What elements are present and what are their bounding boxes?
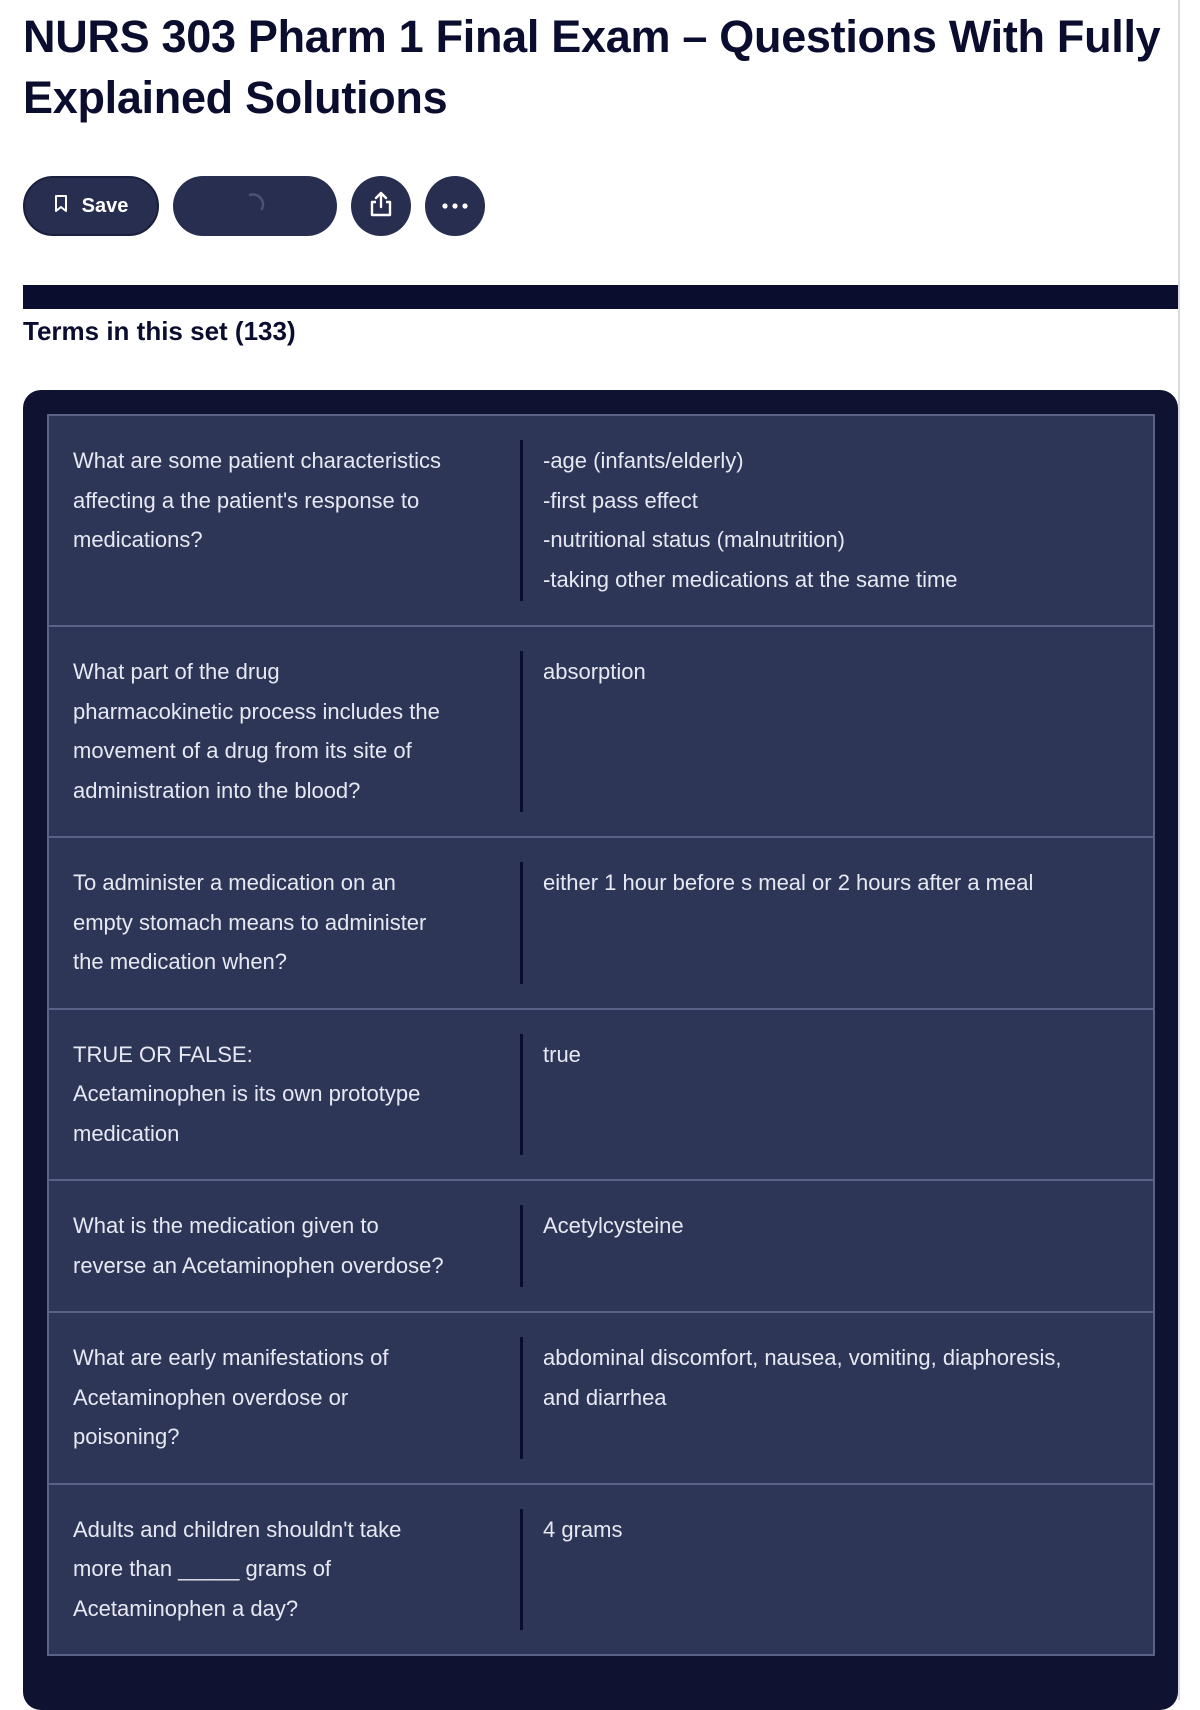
term-text: What are early manifestations of Acetaminophen overdose or poisoning? (73, 1345, 389, 1449)
term-row[interactable] (47, 416, 1155, 627)
term-text: What is the medication given to reverse an Acetaminophen overdose? (73, 1213, 444, 1278)
row-separator (520, 1205, 523, 1287)
row-separator (520, 1034, 523, 1156)
definition-text: abdominal discomfort, nausea, vomiting, diaphoresis, and diarrhea (543, 1345, 1062, 1410)
share-icon (368, 190, 394, 223)
terms-heading: Terms in this set (133) (23, 316, 296, 346)
definition-text: absorption (543, 659, 646, 684)
term-text: What are some patient characteristics affecting a the patient's response to medications? (73, 448, 442, 552)
page-right-border (1178, 0, 1180, 1700)
definition-text: -age (infants/elderly) -first pass effect -nutritional status (malnutrition) -taking other medications at the same time (543, 448, 958, 592)
term-row[interactable] (47, 627, 1155, 838)
definition-text: true (543, 1041, 581, 1067)
loading-button[interactable] (173, 176, 337, 236)
spinner-icon (242, 191, 268, 222)
study-set-page (23, 0, 1178, 1621)
term-row[interactable] (47, 1010, 1155, 1182)
definition-text: Acetylcysteine (543, 1213, 684, 1238)
row-separator (520, 1337, 523, 1459)
section-divider (23, 285, 1178, 309)
action-toolbar (23, 176, 485, 236)
term-row[interactable] (47, 838, 1155, 1010)
more-options-icon (440, 197, 470, 215)
row-separator (520, 862, 523, 984)
row-separator (520, 1509, 523, 1631)
share-button[interactable] (351, 176, 411, 236)
row-separator (520, 651, 523, 812)
definition-text: either 1 hour before s meal or 2 hours after a meal (543, 870, 1034, 895)
term-text: TRUE OR FALSE: Acetaminophen is its own prototype medication (73, 1041, 421, 1146)
term-text: What part of the drug pharmacokinetic process includes the movement of a drug from its site of administration into the blood? (73, 659, 440, 803)
terms-table (47, 414, 1155, 1656)
terms-card (23, 390, 1178, 1710)
term-row[interactable] (47, 1181, 1155, 1313)
save-button[interactable] (23, 176, 159, 236)
save-label: Save (81, 194, 129, 217)
term-text: Adults and children shouldn't take more than _____ grams of Acetaminophen a day? (73, 1516, 402, 1621)
row-separator (520, 440, 523, 601)
page-title: NURS 303 Pharm 1 Final Exam – Questions With Fully Explained Solutions (23, 11, 1161, 123)
term-row[interactable] (47, 1485, 1155, 1657)
bookmark-icon (54, 194, 68, 219)
term-row[interactable] (47, 1313, 1155, 1485)
definition-text: 4 grams (543, 1516, 623, 1542)
more-options-button[interactable] (425, 176, 485, 236)
term-text: To administer a medication on an empty stomach means to administer the medication when? (73, 870, 427, 974)
